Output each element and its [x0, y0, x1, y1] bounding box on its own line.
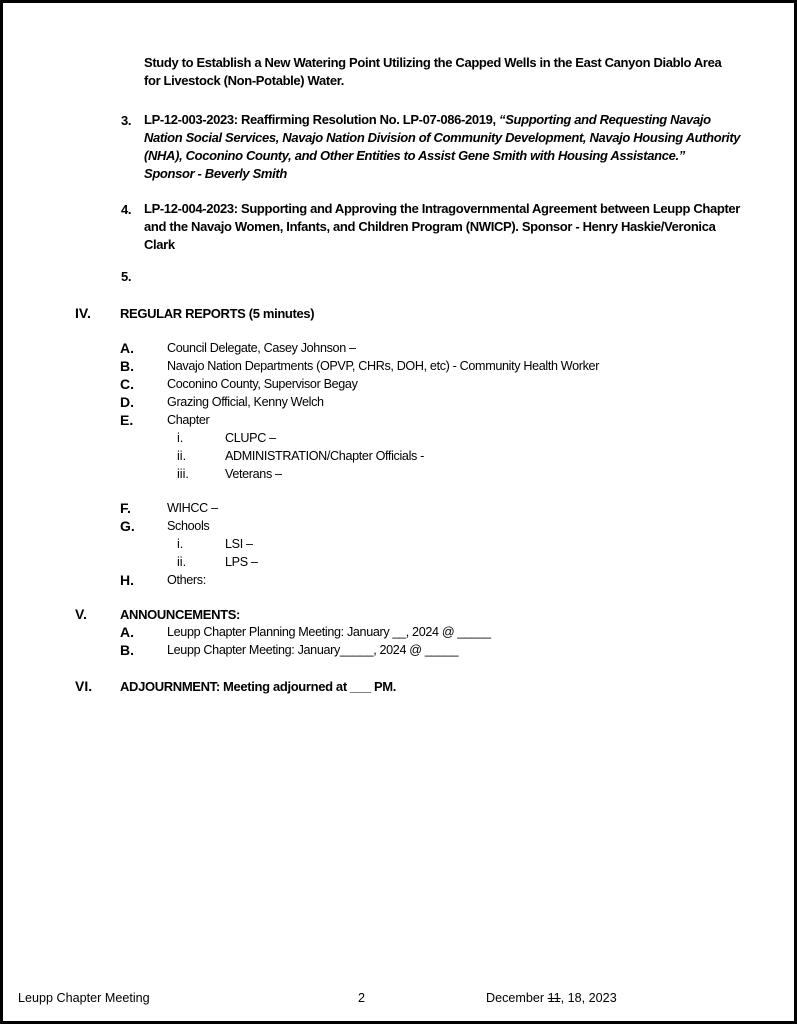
sub-item: CLUPC – — [225, 431, 276, 445]
document-page — [3, 3, 794, 1021]
item-letter: F. — [120, 500, 131, 516]
announcement-item: Leupp Chapter Meeting: January_____, 2024 @ _____ — [167, 643, 459, 657]
sub-item: ADMINISTRATION/Chapter Officials - — [225, 449, 424, 463]
report-item: Others: — [167, 573, 206, 587]
text-line: for Livestock (Non-Potable) Water. — [144, 73, 344, 88]
sub-item: LPS – — [225, 555, 258, 569]
item-letter: A. — [120, 624, 134, 640]
text-line: LP-12-004-2023: Supporting and Approving the Intragovernmental Agreement between Leupp Chapter — [144, 201, 741, 216]
resolution-text: Reaffirming Resolution No. LP-07-086-2019, — [241, 112, 496, 127]
text-line — [144, 111, 740, 129]
text-line: (NHA), Coconino County, and Other Entities to Assist Gene Smith with Housing Assistance.” — [144, 148, 685, 163]
resolution-number: 3. — [121, 113, 132, 128]
item-letter: G. — [120, 518, 135, 534]
section-title: ADJOURNMENT: Meeting adjourned at ___ PM. — [120, 679, 397, 694]
resolution-4 — [144, 200, 740, 254]
section-numeral: IV. — [75, 305, 91, 321]
item-letter: E. — [120, 412, 134, 428]
sub-numeral: iii. — [177, 467, 189, 481]
text-line: Study to Establish a New Watering Point Utilizing the Capped Wells in the East Canyon Diablo Area — [144, 55, 722, 70]
text-line: and the Navajo Women, Infants, and Children Program (NWICP). Sponsor - Henry Haskie/Veronica — [144, 219, 716, 234]
item-letter: C. — [120, 376, 134, 392]
sponsor-line: Sponsor - Beverly Smith — [144, 166, 287, 181]
footer-title: Leupp Chapter Meeting — [18, 991, 150, 1005]
sub-numeral: i. — [177, 431, 184, 445]
report-item: Chapter — [167, 413, 210, 427]
sub-numeral: ii. — [177, 449, 187, 463]
struck-date: 11 — [547, 991, 561, 1005]
page-number: 2 — [358, 991, 366, 1005]
footer-date — [486, 991, 617, 1005]
report-item: Schools — [167, 519, 210, 533]
section-title: REGULAR REPORTS (5 minutes) — [120, 306, 315, 321]
section-title: ANNOUNCEMENTS: — [120, 607, 241, 622]
text-line: Nation Social Services, Navajo Nation Division of Community Development, Navajo Housing Authority — [144, 130, 741, 145]
item-letter: H. — [120, 572, 134, 588]
section-numeral: VI. — [75, 678, 93, 694]
announcement-item: Leupp Chapter Planning Meeting: January __, 2024 @ _____ — [167, 625, 491, 639]
text-line: Clark — [144, 237, 175, 252]
report-item: Grazing Official, Kenny Welch — [167, 395, 324, 409]
item-letter: B. — [120, 358, 134, 374]
date-prefix: December — [486, 991, 548, 1005]
sub-item: Veterans – — [225, 467, 282, 481]
section-numeral: V. — [75, 606, 87, 622]
report-item: Navajo Nation Departments (OPVP, CHRs, DOH, etc) - Community Health Worker — [167, 359, 600, 373]
sub-numeral: i. — [177, 537, 184, 551]
resolution-2-continuation — [144, 54, 721, 90]
resolution-code: LP-12-003-2023: — [144, 112, 238, 127]
resolution-number: 5. — [121, 269, 132, 284]
resolution-title-italic: “Supporting and Requesting Navajo — [499, 112, 711, 127]
item-letter: A. — [120, 340, 134, 356]
sub-item: LSI – — [225, 537, 253, 551]
report-item: Council Delegate, Casey Johnson – — [167, 341, 356, 355]
date-suffix: , 18, 2023 — [560, 991, 617, 1005]
report-item: Coconino County, Supervisor Begay — [167, 377, 358, 391]
sub-numeral: ii. — [177, 555, 187, 569]
report-item: WIHCC – — [167, 501, 218, 515]
item-letter: B. — [120, 642, 134, 658]
item-letter: D. — [120, 394, 134, 410]
resolution-number: 4. — [121, 202, 132, 217]
resolution-3 — [144, 111, 740, 183]
